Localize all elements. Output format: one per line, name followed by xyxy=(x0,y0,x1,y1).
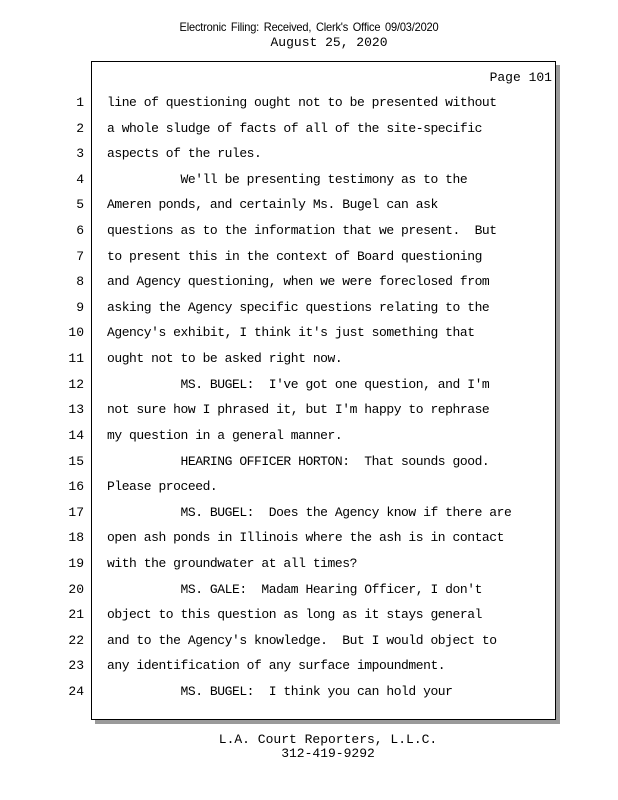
line-number: 13 xyxy=(68,402,84,418)
line-number: 20 xyxy=(68,581,84,597)
line-number: 4 xyxy=(76,171,84,187)
transcript-line: MS. GALE: Madam Hearing Officer, I don't xyxy=(107,581,482,597)
line-number: 9 xyxy=(76,299,84,315)
transcript-line: MS. BUGEL: Does the Agency know if there are xyxy=(107,504,512,520)
transcript-text xyxy=(107,95,552,710)
line-number: 17 xyxy=(68,504,84,520)
line-number: 19 xyxy=(68,555,84,571)
line-number: 21 xyxy=(68,607,84,623)
line-number: 16 xyxy=(68,479,84,495)
transcript-line: object to this question as long as it stays general xyxy=(107,607,482,623)
line-number: 11 xyxy=(68,351,84,367)
line-number: 12 xyxy=(68,376,84,392)
transcript-line: MS. BUGEL: I've got one question, and I'm xyxy=(107,376,490,392)
line-number: 14 xyxy=(68,427,84,443)
line-number: 3 xyxy=(76,146,84,162)
filing-stamp: Electronic Filing: Received, Clerk's Office 09/03/2020 xyxy=(179,20,439,34)
transcript-line: with the groundwater at all times? xyxy=(107,555,357,571)
line-number: 5 xyxy=(76,197,84,213)
transcript-line: We'll be presenting testimony as to the xyxy=(107,171,468,187)
transcript-line: MS. BUGEL: I think you can hold your xyxy=(107,684,453,700)
transcript-line: ought not to be asked right now. xyxy=(107,351,343,367)
line-number: 7 xyxy=(76,248,84,264)
line-number: 23 xyxy=(68,658,84,674)
transcript-line: Agency's exhibit, I think it's just something that xyxy=(107,325,475,341)
line-number: 15 xyxy=(68,453,84,469)
transcript-line: and to the Agency's knowledge. But I would object to xyxy=(107,632,497,648)
transcript-line: a whole sludge of facts of all of the site-specific xyxy=(107,120,482,136)
line-number: 22 xyxy=(68,632,84,648)
reporter-company: L.A. Court Reporters, L.L.C. xyxy=(218,732,438,747)
transcript-line: open ash ponds in Illinois where the ash is in contact xyxy=(107,530,504,546)
line-number: 18 xyxy=(68,530,84,546)
header-date: August 25, 2020 xyxy=(270,35,388,50)
transcript-line: Ameren ponds, and certainly Ms. Bugel can ask xyxy=(107,197,438,213)
transcript-line: to present this in the context of Board questioning xyxy=(107,248,482,264)
transcript-line: HEARING OFFICER HORTON: That sounds good. xyxy=(107,453,490,469)
transcript-line: any identification of any surface impoundment. xyxy=(107,658,446,674)
page-footer xyxy=(0,733,618,761)
transcript-line: Please proceed. xyxy=(107,479,218,495)
transcript-line: not sure how I phrased it, but I'm happy to rephrase xyxy=(107,402,490,418)
transcript-line: and Agency questioning, when we were foreclosed from xyxy=(107,274,490,290)
line-number: 8 xyxy=(76,274,84,290)
transcript-line: my question in a general manner. xyxy=(107,427,343,443)
reporter-phone: 312-419-9292 xyxy=(281,746,375,761)
line-number: 6 xyxy=(76,223,84,239)
line-number-column xyxy=(60,95,84,710)
line-number: 2 xyxy=(76,120,84,136)
line-number: 10 xyxy=(68,325,84,341)
transcript-line: line of questioning ought not to be presented without xyxy=(107,95,497,110)
transcript-line: questions as to the information that we present. But xyxy=(107,223,497,239)
transcript-line: asking the Agency specific questions relating to the xyxy=(107,299,490,315)
transcript-line: aspects of the rules. xyxy=(107,146,262,162)
line-number: 24 xyxy=(68,684,84,700)
page-number: Page 101 xyxy=(489,70,552,85)
line-number: 1 xyxy=(76,95,84,110)
